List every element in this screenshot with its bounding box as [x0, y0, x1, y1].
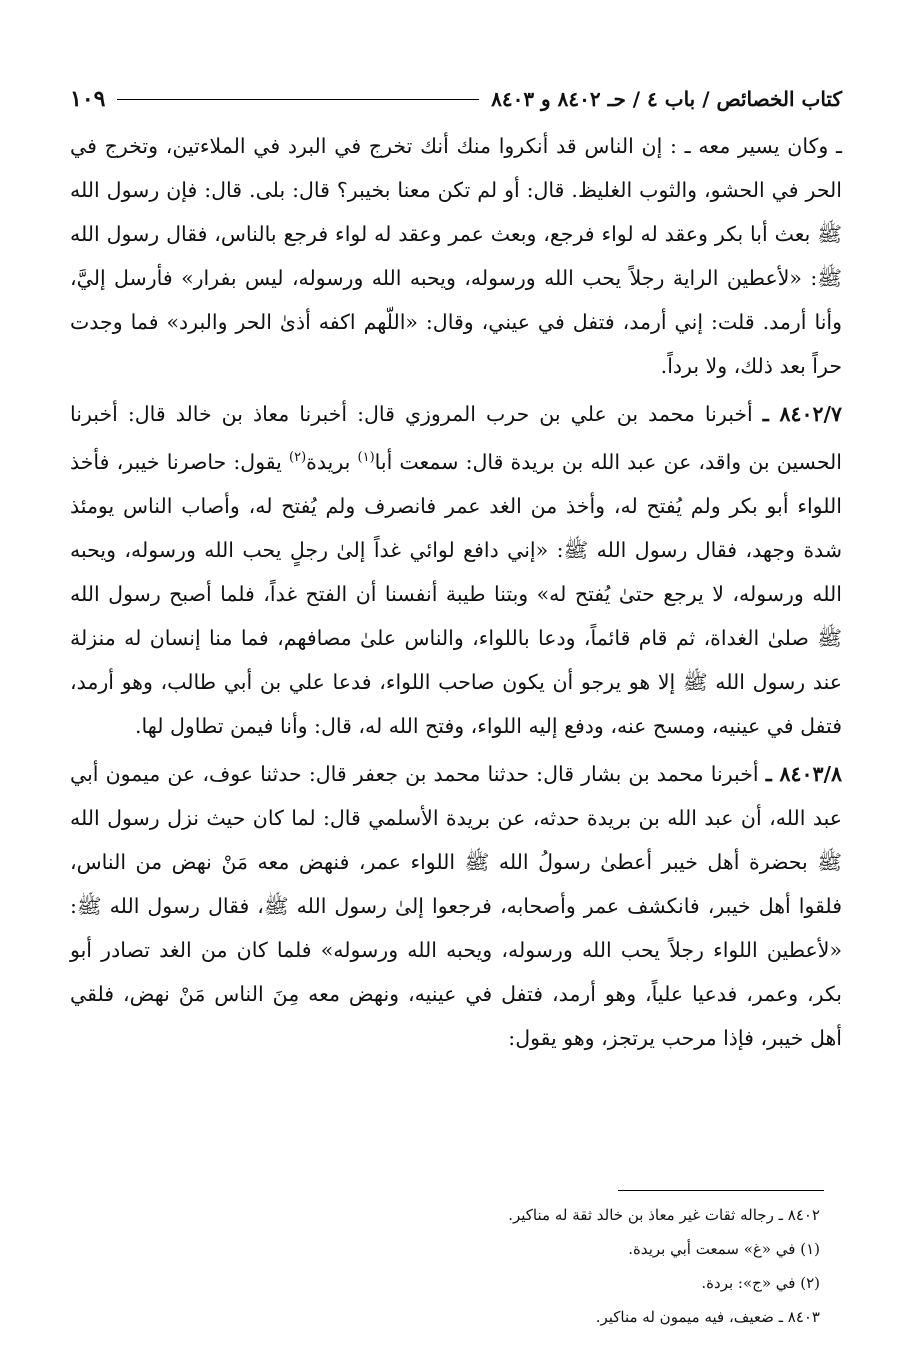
hadith-8402: [70, 392, 842, 748]
footnote-marker: (٢): [289, 450, 307, 465]
footnote-separator: [618, 1190, 824, 1191]
page-number: ١٠٩: [70, 86, 106, 112]
footnote: ٨٤٠٣ ـ ضعيف، فيه ميمون له مناكير.: [595, 1308, 820, 1326]
page-header: [70, 82, 842, 116]
running-title: كتاب الخصائص / باب ٤ / حـ ٨٤٠٢ و ٨٤٠٣: [491, 87, 842, 111]
footnotes: [70, 1198, 820, 1334]
header-rule: [117, 99, 479, 100]
hadith-number: ٨٤٠٢/٧ ـ: [762, 402, 842, 426]
main-text: [70, 124, 842, 1064]
hadith-8403: [70, 752, 842, 1060]
hadith-text: يقول: حاصرنا خيبر، فأخذ اللواء أبو بكر ولم يُفتح له، وأخذ من الغد عمر فانصرف ولم يُفتح له، وأصاب الناس يومئذ شدة وجهد، فقال رسول الله ﷺ: «إني دافع لوائي غداً إلىٰ رجلٍ يحب الله ورسوله، ويحبه الله ورسوله، لا يرجع حتىٰ يُفتح له» وبتنا طيبة أنفسنا أن الفتح غداً، فلما أصبح رسول الله ﷺ صلىٰ الغداة، ثم قام قائماً، ودعا باللواء، والناس علىٰ مصافهم، فما منا إنسان له منزلة عند رسول الله ﷺ إلا هو يرجو أن يكون صاحب اللواء، فدعا علي بن أبي طالب، وهو أرمد، فتفل في عينيه، ومسح عنه، ودفع إليه اللواء، وفتح الله له، قال: وأنا فيمن تطاول لها.: [70, 449, 842, 738]
footnote: (٢) في «ج»: بردة.: [701, 1274, 820, 1292]
hadith-number: ٨٤٠٣/٨ ـ: [765, 761, 842, 786]
footnote: (١) في «غ» سمعت أبي بريدة.: [628, 1240, 820, 1258]
footnote: ٨٤٠٢ ـ رجاله ثقات غير معاذ بن خالد ثقة له مناكير.: [508, 1206, 820, 1224]
paragraph-continuation: ـ وكان يسير معه ـ : إن الناس قد أنكروا منك أنك تخرج في البرد في الملاءتين، وتخرج في الحر في الحشو، والثوب الغليظ. قال: أو لم تكن معنا بخيبر؟ قال: بلى. قال: فإن رسول الله ﷺ بعث أبا بكر وعقد له لواء فرجع، وبعث عمر وعقد له لواء فرجع بالناس، فقال رسول الله ﷺ: «لأعطين الراية رجلاً يحب الله ورسوله، ويحبه الله ورسوله، ليس بفرار» فأرسل إليَّ، وأنا أرمد. قلت: إني أرمد، فتفل في عيني، وقال: «اللّهم اكفه أذىٰ الحر والبرد» فما وجدت حراً بعد ذلك، ولا برداً.: [70, 134, 842, 378]
hadith-text: بريدة: [306, 449, 358, 474]
hadith-text: أخبرنا محمد بن بشار قال: حدثنا محمد بن جعفر قال: حدثنا عوف، عن ميمون أبي عبد الله، أن عبد الله بن بريدة حدثه، عن بريدة الأسلمي قال: لما كان حيث نزل رسول الله ﷺ بحضرة أهل خيبر أعطىٰ رسولُ الله ﷺ اللواء عمر، فنهض معه مَنْ نهض من الناس، فلقوا أهل خيبر، فانكشف عمر وأصحابه، فرجعوا إلىٰ رسول الله ﷺ، فقال رسول الله ﷺ: «لأعطين اللواء رجلاً يحب الله ورسوله، ويحبه الله ورسوله» فلما كان من الغد تصادر أبو بكر، وعمر، فدعيا علياً، وهو أرمد، فتفل في عينيه، ونهض معه مِنَ الناس مَنْ نهض، فلقي أهل خيبر، فإذا مرحب يرتجز، وهو يقول:: [70, 761, 842, 1050]
footnote-marker: (١): [357, 450, 375, 465]
hadith-text: أخبرنا محمد بن علي بن حرب المروزي قال: أخبرنا معاذ بن خالد قال: أخبرنا الحسين بن واقد، عن عبد الله بن بريدة قال: سمعت أبا: [70, 402, 843, 474]
